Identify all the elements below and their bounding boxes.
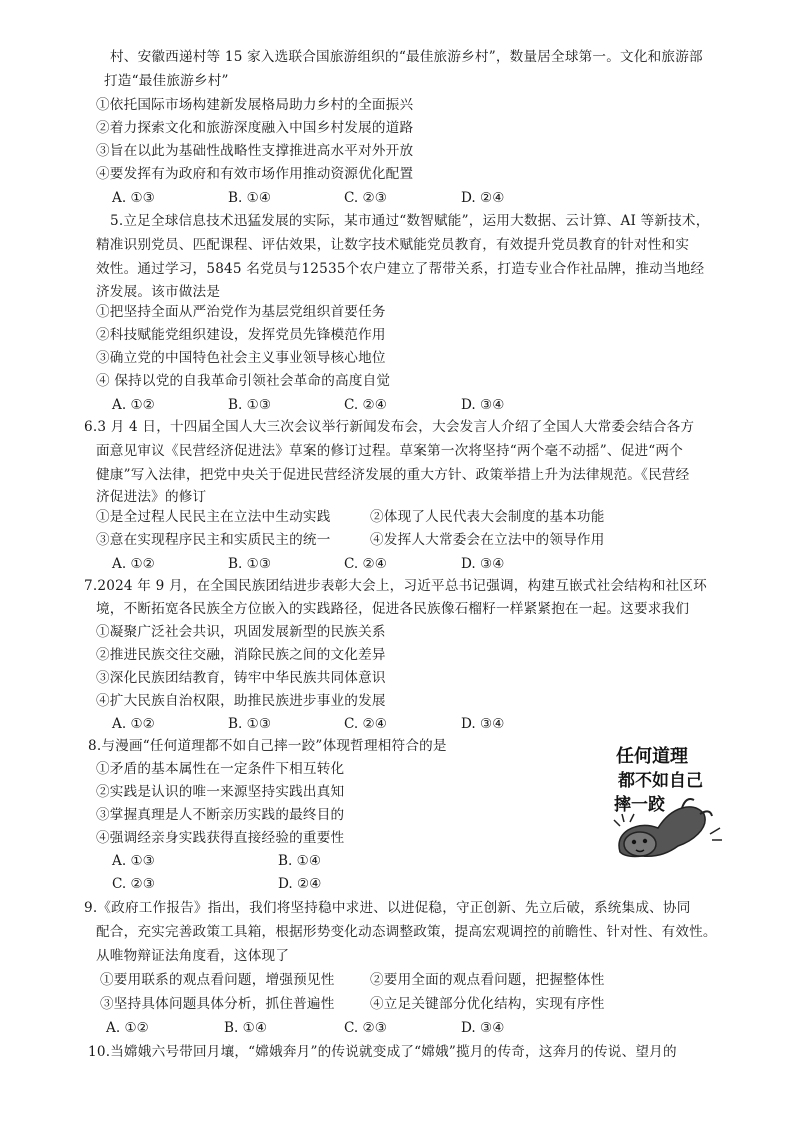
q6-item: ②体现了人民代表大会制度的基本功能 (370, 509, 605, 525)
q6-item: ③意在实现程序民主和实质民主的统一 (96, 532, 331, 548)
q8-option-c[interactable]: C. ②③ (112, 876, 155, 892)
q7-option-c[interactable]: C. ②④ (344, 716, 387, 732)
q7-item: ③深化民族团结教育，铸牢中华民族共同体意识 (96, 670, 386, 686)
q8-item: ①矛盾的基本属性在一定条件下相互转化 (96, 761, 345, 777)
q6-stem-line: 济促进法》的修订 (96, 489, 207, 505)
q4-item: ②着力探索文化和旅游深度融入中国乡村发展的道路 (96, 120, 414, 136)
q4-item: ③旨在以此为基础性战略性支撑推进高水平对外开放 (96, 143, 414, 159)
q8-option-d[interactable]: D. ②④ (278, 876, 322, 892)
q5-item: ②科技赋能党组织建设，发挥党员先锋模范作用 (96, 327, 386, 343)
q7-stem-line: 7.2024 年 9 月，在全国民族团结进步表彰大会上，习近平总书记强调，构建互嵌式社会结构和社区环 (84, 578, 707, 594)
q5-item: ④ 保持以党的自我革命引领社会革命的高度自觉 (96, 373, 391, 389)
cartoon-text-line: 摔一跤 (614, 795, 665, 815)
q5-option-b[interactable]: B. ①③ (228, 397, 272, 413)
q5-option-a[interactable]: A. ①② (112, 397, 155, 413)
q9-option-c[interactable]: C. ②③ (344, 1020, 387, 1036)
q4-stem-line: 村、安徽西递村等 15 家入选联合国旅游组织的“最佳旅游乡村”，数量居全球第一。文化和旅游部 (110, 49, 703, 65)
q9-item: ③坚持具体问题具体分析，抓住普遍性 (100, 996, 335, 1012)
q6-stem-line: 6.3 月 4 日，十四届全国人大三次会议举行新闻发布会，大会发言人介绍了全国人大常委会结合各方 (84, 419, 695, 435)
q4-option-d[interactable]: D. ②④ (461, 190, 505, 206)
q8-option-b[interactable]: B. ①④ (278, 853, 322, 869)
q7-option-a[interactable]: A. ①② (112, 716, 155, 732)
q9-item: ①要用联系的观点看问题，增强预见性 (100, 972, 335, 988)
q5-item: ③确立党的中国特色社会主义事业领导核心地位 (96, 350, 386, 366)
q9-stem-line: 9.《政府工作报告》指出，我们将坚持稳中求进、以进促稳，守正创新、先立后破，系统集成、协同 (84, 900, 691, 916)
q8-item: ③掌握真理是人不断亲历实践的最终目的 (96, 807, 345, 823)
cartoon-text-line: 任何道理 (616, 746, 688, 767)
q6-option-c[interactable]: C. ②④ (344, 556, 387, 572)
q9-option-b[interactable]: B. ①④ (224, 1020, 268, 1036)
q4-option-c[interactable]: C. ②③ (344, 190, 387, 206)
q8-stem-line: 8.与漫画“任何道理都不如自己摔一跤”体现哲理相符合的是 (88, 738, 447, 754)
q5-stem-line: 济发展。该市做法是 (96, 284, 221, 300)
q5-option-c[interactable]: C. ②④ (344, 397, 387, 413)
q5-stem-line: 精准识别党员、匹配课程、评估效果，让数字技术赋能党员教育，有效提升党员教育的针对性和实 (96, 237, 690, 253)
q9-option-d[interactable]: D. ③④ (461, 1020, 505, 1036)
q8-option-a[interactable]: A. ①③ (112, 853, 155, 869)
q6-stem-line: 面意见审议《民营经济促进法》草案的修订过程。草案第一次将坚持“两个毫不动摇”、促进“两个 (96, 443, 683, 459)
q6-stem-line: 健康”写入法律，把党中央关于促进民营经济发展的重大方针、政策举措上升为法律规范。《民营经 (96, 467, 690, 483)
q7-item: ①凝聚广泛社会共识，巩固发展新型的民族关系 (96, 624, 386, 640)
q4-item: ④要发挥有为政府和有效市场作用推动资源优化配置 (96, 166, 414, 182)
q6-item: ④发挥人大常委会在立法中的领导作用 (370, 532, 605, 548)
q7-option-b[interactable]: B. ①③ (228, 716, 272, 732)
q8-item: ④强调经亲身实践获得直接经验的重要性 (96, 830, 345, 846)
q6-option-d[interactable]: D. ③④ (461, 556, 505, 572)
q5-stem-line: 5.立足全球信息技术迅猛发展的实际，某市通过“数智赋能”，运用大数据、云计算、AI 等新技术， (110, 213, 710, 229)
q5-option-d[interactable]: D. ③④ (461, 397, 505, 413)
cartoon-illustration (612, 742, 730, 870)
q4-option-b[interactable]: B. ①④ (228, 190, 272, 206)
q4-item: ①依托国际市场构建新发展格局助力乡村的全面振兴 (96, 97, 414, 113)
q6-item: ①是全过程人民民主在立法中生动实践 (96, 509, 331, 525)
q5-stem-line: 效性。通过学习，5845 名党员与12535个农户建立了帮带关系，打造专业合作社品牌，推动当地经 (96, 261, 705, 277)
q7-option-d[interactable]: D. ③④ (461, 716, 505, 732)
q9-stem-line: 配合，充实完善政策工具箱，根据形势变化动态调整政策，提高宏观调控的前瞻性、针对性、有效性。 (96, 924, 717, 940)
q9-stem-line: 从唯物辩证法角度看，这体现了 (96, 948, 290, 964)
q9-option-a[interactable]: A. ①② (106, 1020, 149, 1036)
q6-option-b[interactable]: B. ①③ (228, 556, 272, 572)
q5-item: ①把坚持全面从严治党作为基层党组织首要任务 (96, 304, 386, 320)
q4-stem-line: 打造“最佳旅游乡村” (104, 73, 229, 89)
cartoon-svg (612, 742, 730, 870)
q10-stem-line: 10.当嫦娥六号带回月壤，“嫦娥奔月”的传说就变成了“嫦娥”揽月的传奇，这奔月的传说、望月的 (88, 1044, 677, 1060)
q9-item: ④立足关键部分优化结构，实现有序性 (370, 996, 605, 1012)
q7-stem-line: 境，不断拓宽各民族全方位嵌入的实践路径，促进各民族像石榴籽一样紧紧抱在一起。这要求我们 (96, 601, 690, 617)
q7-item: ②推进民族交往交融，消除民族之间的文化差异 (96, 647, 386, 663)
q9-item: ②要用全面的观点看问题，把握整体性 (370, 972, 605, 988)
q7-item: ④扩大民族自治权限，助推民族进步事业的发展 (96, 693, 386, 709)
q6-option-a[interactable]: A. ①② (112, 556, 155, 572)
q4-option-a[interactable]: A. ①③ (112, 190, 155, 206)
q8-item: ②实践是认识的唯一来源坚持实践出真知 (96, 784, 345, 800)
cartoon-text-line: 都不如自己 (618, 771, 703, 791)
